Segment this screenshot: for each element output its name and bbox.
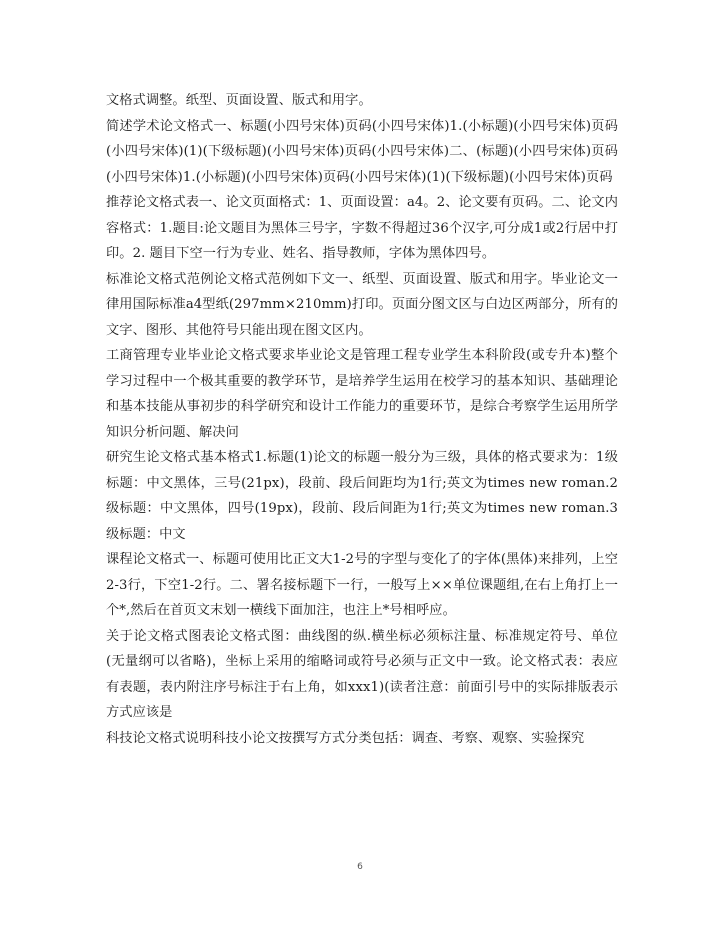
paragraph-9: 科技论文格式说明科技小论文按撰写方式分类包括：调查、考察、观察、实验探究 bbox=[106, 730, 585, 746]
paragraph-2: 简述学术论文格式一、标题(小四号宋体)页码(小四号宋体)1.(小标题)(小四号宋体)页码(小四号宋体)(1)(下级标题)(小四号宋体)页码(小四号宋体)二、(标题)(小四号宋体)页码(小四号宋体)1.(小标题)(小四号宋体)页码(小四号宋体)(1)(下级标题)(小四号宋体)页码 bbox=[106, 118, 618, 185]
paragraph-3: 推荐论文格式表一、论文页面格式：1、页面设置：a4。2、论文要有页码。二、论文内容格式：1.题目:论文题目为黑体三号字，字数不得超过36个汉字,可分成1或2行居中打印。2. 题目下空一行为专业、姓名、指导教师，字体为黑体四号。 bbox=[106, 195, 618, 261]
paragraph-5: 工商管理专业毕业论文格式要求毕业论文是管理工程专业学生本科阶段(或专升本)整个学习过程中一个极其重要的教学环节，是培养学生运用在校学习的基本知识、基础理论和基本技能从事初步的科学研究和设计工作能力的重要环节，是综合考察学生运用所学知识分析问题、解决问 bbox=[106, 348, 618, 440]
page-number: 6 bbox=[357, 862, 363, 872]
paragraph-1: 文格式调整。纸型、页面设置、版式和用字。 bbox=[106, 93, 372, 108]
paragraph-7: 课程论文格式一、标题可使用比正文大1-2号的字型与变化了的字体(黑体)来排列，上空2-3行，下空1-2行。二、署名接标题下一行，一般写上××单位课题组,在右上角打上一个*,然后在首页文末划一横线下面加注，也注上*号相呼应。 bbox=[106, 552, 618, 618]
paragraph-8: 关于论文格式图表论文格式图：曲线图的纵.横坐标必须标注量、标准规定符号、单位(无量纲可以省略)，坐标上采用的缩略词或符号必须与正文中一致。论文格式表：表应有表题，表内附注序号标注于右上角，如xxx1)(读者注意：前面引号中的实际排版表示方式应该是 bbox=[106, 628, 618, 720]
paragraph-6: 研究生论文格式基本格式1.标题(1)论文的标题一般分为三级，具体的格式要求为：1级标题：中文黑体，三号(21px)，段前、段后间距均为1行;英文为times new roman.2级标题：中文黑体，四号(19px)，段前、段后间距为1行;英文为times new roman.3级标题：中文 bbox=[106, 450, 618, 542]
paragraph-4: 标准论文格式范例论文格式范例如下文一、纸型、页面设置、版式和用字。毕业论文一律用国际标准a4型纸(297mm×210mm)打印。页面分图文区与白边区两部分，所有的文字、图形、其他符号只能出现在图文区内。 bbox=[106, 271, 618, 338]
document-body bbox=[106, 88, 618, 751]
